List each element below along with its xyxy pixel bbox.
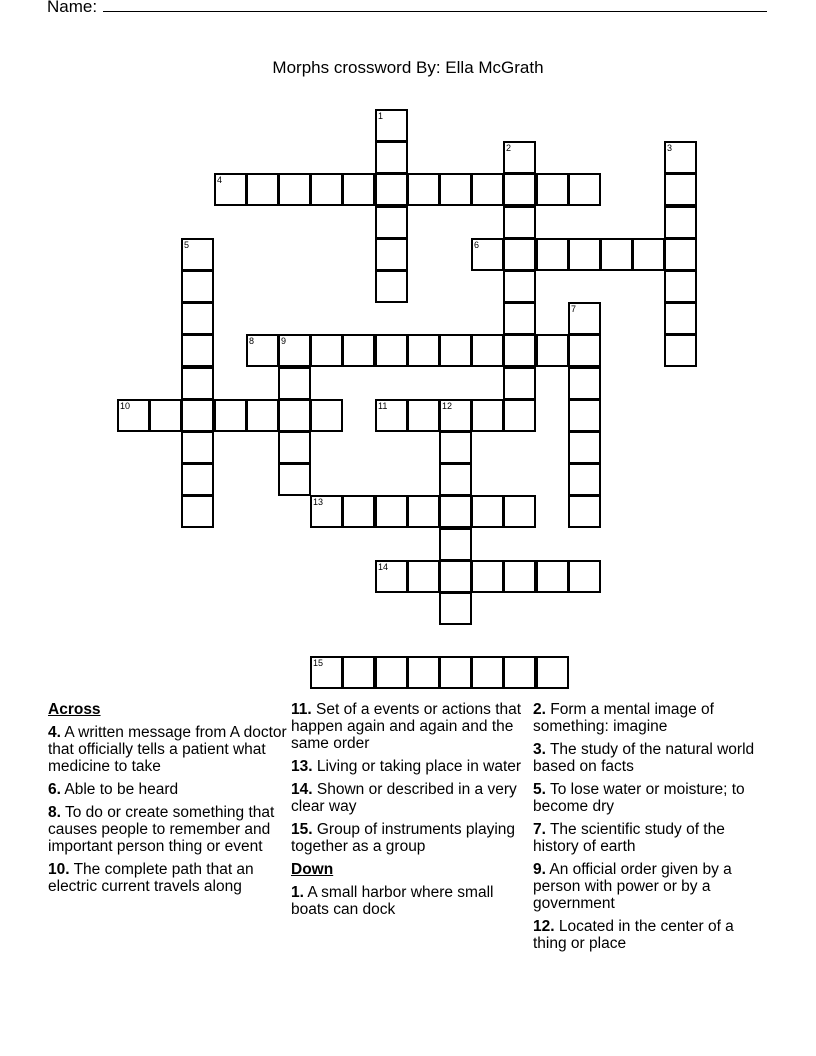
- grid-cell[interactable]: [536, 656, 569, 689]
- grid-cell[interactable]: [568, 463, 601, 496]
- grid-cell[interactable]: [342, 495, 375, 528]
- clue-across-8: 8. To do or create something that causes people to remember and important person thing or event: [48, 804, 275, 855]
- clue-down-2: 2. Form a mental image of something: imagine: [533, 701, 714, 735]
- grid-cell[interactable]: [439, 334, 472, 367]
- grid-cell[interactable]: [375, 656, 408, 689]
- grid-cell[interactable]: [664, 238, 697, 271]
- grid-cell[interactable]: [407, 334, 440, 367]
- clue-number: 9: [281, 336, 287, 346]
- grid-cell[interactable]: [246, 334, 279, 367]
- clue-number: 7: [571, 304, 577, 314]
- grid-cell[interactable]: [471, 495, 504, 528]
- clue-down-9: 9. An official order given by a person with power or by a government: [533, 861, 732, 912]
- grid-cell[interactable]: [246, 173, 279, 206]
- grid-cell[interactable]: [664, 334, 697, 367]
- across-heading: Across: [48, 701, 101, 718]
- grid-cell[interactable]: [375, 399, 408, 432]
- grid-cell[interactable]: [439, 173, 472, 206]
- name-label: Name:: [47, 0, 98, 16]
- grid-cell[interactable]: [278, 463, 311, 496]
- grid-cell[interactable]: [407, 560, 440, 593]
- grid-cell[interactable]: [375, 109, 408, 142]
- grid-cell[interactable]: [375, 560, 408, 593]
- grid-cell[interactable]: [117, 399, 150, 432]
- grid-cell[interactable]: [439, 399, 472, 432]
- clue-number: 12: [442, 401, 453, 411]
- grid-cell[interactable]: [471, 173, 504, 206]
- grid-cell[interactable]: [471, 334, 504, 367]
- grid-cell[interactable]: [310, 334, 343, 367]
- clue-number: 6: [474, 240, 480, 250]
- grid-cell[interactable]: [407, 399, 440, 432]
- grid-cell[interactable]: [664, 141, 697, 174]
- grid-cell[interactable]: [568, 560, 601, 593]
- grid-cell[interactable]: [503, 367, 536, 400]
- grid-cell[interactable]: [278, 173, 311, 206]
- grid-cell[interactable]: [310, 173, 343, 206]
- grid-cell[interactable]: [568, 431, 601, 464]
- grid-cell[interactable]: [503, 206, 536, 239]
- grid-cell[interactable]: [310, 656, 343, 689]
- clue-across-6: 6. Able to be heard: [48, 781, 179, 798]
- grid-cell[interactable]: [439, 495, 472, 528]
- grid-cell[interactable]: [568, 302, 601, 335]
- puzzle-title: Morphs crossword By: Ella McGrath: [272, 58, 544, 77]
- clue-column-1: [48, 701, 288, 901]
- clue-number: 5: [184, 240, 190, 250]
- clue-down-5: 5. To lose water or moisture; to become dry: [533, 781, 745, 815]
- clue-number: 3: [667, 143, 673, 153]
- grid-cell[interactable]: [278, 334, 311, 367]
- grid-cell[interactable]: [375, 495, 408, 528]
- grid-cell[interactable]: [664, 302, 697, 335]
- grid-cell[interactable]: [439, 592, 472, 625]
- grid-cell[interactable]: [310, 399, 343, 432]
- grid-cell[interactable]: [664, 173, 697, 206]
- grid-cell[interactable]: [503, 495, 536, 528]
- grid-cell[interactable]: [278, 399, 311, 432]
- grid-cell[interactable]: [375, 141, 408, 174]
- grid-cell[interactable]: [536, 334, 569, 367]
- grid-cell[interactable]: [503, 238, 536, 271]
- grid-cell[interactable]: [568, 367, 601, 400]
- grid-cell[interactable]: [568, 399, 601, 432]
- grid-cell[interactable]: [181, 270, 214, 303]
- clue-across-10: 10. The complete path that an electric current travels along: [48, 861, 254, 895]
- grid-cell[interactable]: [149, 399, 182, 432]
- clue-number: 11: [378, 401, 388, 411]
- grid-cell[interactable]: [407, 495, 440, 528]
- grid-cell[interactable]: [375, 206, 408, 239]
- clue-number: 10: [120, 401, 131, 411]
- grid-cell[interactable]: [536, 173, 569, 206]
- grid-cell[interactable]: [214, 399, 247, 432]
- grid-cell[interactable]: [407, 173, 440, 206]
- grid-cell[interactable]: [664, 270, 697, 303]
- grid-cell[interactable]: [503, 334, 536, 367]
- grid-cell[interactable]: [310, 495, 343, 528]
- grid-cell[interactable]: [375, 238, 408, 271]
- clue-across-11: 11. Set of a events or actions that happen again and again and the same order: [291, 701, 522, 752]
- grid-cell[interactable]: [439, 528, 472, 561]
- clue-down-3: 3. The study of the natural world based on facts: [533, 741, 755, 775]
- grid-cell[interactable]: [439, 656, 472, 689]
- clue-column-3: [533, 701, 758, 958]
- grid-cell[interactable]: [342, 656, 375, 689]
- clue-down-7: 7. The scientific study of the history of earth: [533, 821, 725, 855]
- grid-cell[interactable]: [439, 463, 472, 496]
- clue-number: 13: [313, 497, 324, 507]
- grid-cell[interactable]: [214, 173, 247, 206]
- grid-cell[interactable]: [471, 399, 504, 432]
- down-heading: Down: [291, 861, 334, 878]
- grid-cell[interactable]: [503, 141, 536, 174]
- clue-number: 14: [378, 562, 389, 572]
- grid-cell[interactable]: [503, 656, 536, 689]
- grid-cell[interactable]: [503, 560, 536, 593]
- grid-cell[interactable]: [632, 238, 665, 271]
- grid-cell[interactable]: [536, 238, 569, 271]
- grid-cell[interactable]: [407, 656, 440, 689]
- grid-cell[interactable]: [181, 302, 214, 335]
- clue-down-12: 12. Located in the center of a thing or place: [533, 918, 734, 952]
- clue-across-4: 4. A written message from A doctor that officially tells a patient what medicine to take: [48, 724, 287, 775]
- grid-cell[interactable]: [536, 560, 569, 593]
- grid-cell[interactable]: [568, 495, 601, 528]
- clue-across-15: 15. Group of instruments playing together as a group: [291, 821, 516, 855]
- grid-cell[interactable]: [278, 431, 311, 464]
- grid-cell[interactable]: [181, 399, 214, 432]
- clue-number: 15: [313, 658, 324, 668]
- grid-cell[interactable]: [568, 238, 601, 271]
- grid-cell[interactable]: [342, 173, 375, 206]
- grid-cell[interactable]: [375, 173, 408, 206]
- grid-cell[interactable]: [439, 560, 472, 593]
- grid-cell[interactable]: [503, 399, 536, 432]
- clue-number: 1: [378, 111, 384, 121]
- grid-cell[interactable]: [181, 367, 214, 400]
- clue-across-13: 13. Living or taking place in water: [291, 758, 522, 775]
- grid-cell[interactable]: [568, 334, 601, 367]
- grid-cell[interactable]: [342, 334, 375, 367]
- clue-number: 2: [506, 143, 512, 153]
- clue-column-2: [291, 701, 531, 924]
- grid-cell[interactable]: [503, 173, 536, 206]
- grid-cell[interactable]: [471, 656, 504, 689]
- grid-cell[interactable]: [503, 270, 536, 303]
- grid-cell[interactable]: [568, 173, 601, 206]
- grid-cell[interactable]: [181, 463, 214, 496]
- grid-cell[interactable]: [664, 206, 697, 239]
- clue-number: 8: [249, 336, 255, 346]
- clue-number: 4: [217, 175, 223, 185]
- grid-cell[interactable]: [471, 238, 504, 271]
- grid-cell[interactable]: [181, 238, 214, 271]
- grid-cell[interactable]: [181, 334, 214, 367]
- clue-across-14: 14. Shown or described in a very clear way: [291, 781, 517, 815]
- clue-down-1: 1. A small harbor where small boats can dock: [291, 884, 494, 918]
- grid-cell[interactable]: [181, 495, 214, 528]
- grid-cell[interactable]: [375, 334, 408, 367]
- grid-cell[interactable]: [503, 302, 536, 335]
- grid-cell[interactable]: [600, 238, 633, 271]
- grid-cell[interactable]: [181, 431, 214, 464]
- grid-cell[interactable]: [246, 399, 279, 432]
- grid-cell[interactable]: [439, 431, 472, 464]
- grid-cell[interactable]: [375, 270, 408, 303]
- grid-cell[interactable]: [471, 560, 504, 593]
- grid-cell[interactable]: [278, 367, 311, 400]
